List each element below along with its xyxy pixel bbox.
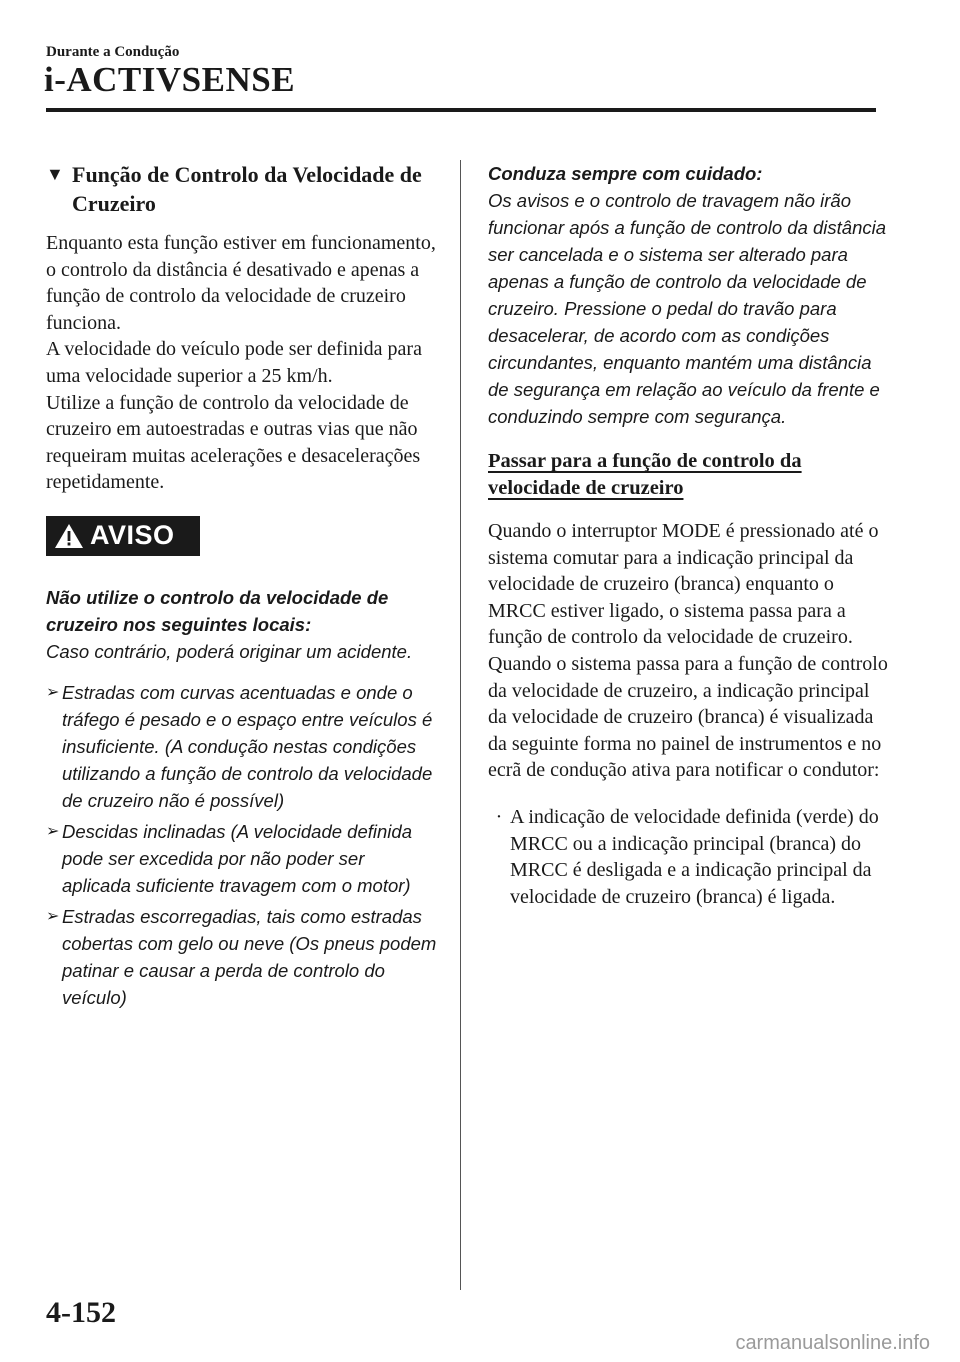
warning-text: Caso contrário, poderá originar um acidente. (46, 640, 413, 662)
caution-title: Conduza sempre com cuidado: (488, 163, 763, 184)
paragraph: Quando o interruptor MODE é pressionado até o sistema comutar para a indicação principal da velocidade de cruzeiro (branca) enquanto o MRCC estiver ligado, o sistema passa para a função de controlo da velocidade de cruzeiro. (488, 520, 879, 649)
paragraph: Quando o sistema passa para a função de controlo da velocidade de cruzeiro, a indicação principal da velocidade de cruzeiro (branca) é visualizada da seguinte forma no painel de instrumentos e no ecrã de condução ativa para notificar o condutor: (488, 652, 888, 782)
list-item-text: Estradas com curvas acentuadas e onde o tráfego é pesado e o espaço entre veículos é insuficiente. (A condução nestas condições utilizando a função de controlo da velocidade de cruzeiro não é possível) (62, 681, 433, 811)
bullet-dot-icon: · (495, 805, 503, 828)
warning-label: AVISO (90, 520, 175, 551)
caution-text: Os avisos e o controlo de travagem não irão funcionar após a função de controlo da distância ser cancelada e o sistema ser alterado para apenas a função de controlo da velocidade de cruzeiro. Pressione o pedal do travão para desacelerar, de acordo com as condições circundantes, enquanto mantém uma distância de segurança em relação ao veículo da frente e conduzindo sempre com segurança. (488, 190, 887, 427)
header-rule (46, 108, 876, 112)
paragraph: A velocidade do veículo pode ser definida para uma velocidade superior a 25 km/h. (46, 338, 422, 387)
bullet-list (488, 804, 888, 910)
list-item (46, 679, 438, 814)
list-item (46, 903, 438, 1011)
list-item-text: A indicação de velocidade definida (verde) do MRCC ou a indicação principal (branca) do MRCC é desligada e a indicação principal da velocidade de cruzeiro (branca) é ligada. (510, 805, 879, 908)
section-label: Durante a Condução (46, 44, 180, 60)
warning-list (46, 679, 438, 1011)
arrow-right-icon: ➢ (46, 683, 60, 701)
section-heading-text: Função de Controlo da Velocidade de Cruzeiro (72, 162, 422, 216)
sub-heading (488, 448, 888, 502)
paragraph: Enquanto esta função estiver em funcionamento, o controlo da distância é desativado e apenas a função de controlo da velocidade de cruzeiro funciona. (46, 232, 436, 334)
warning-triangle-icon (54, 522, 84, 550)
arrow-right-icon: ➢ (46, 907, 60, 925)
list-item (46, 818, 438, 899)
list-item-text: Estradas escorregadias, tais como estradas cobertas com gelo ou neve (Os pneus podem patinar e causar a perda de controlo do veículo) (62, 905, 437, 1008)
list-item-text: Descidas inclinadas (A velocidade definida pode ser excedida por não poder ser aplicada suficiente travagem com o motor) (62, 820, 412, 896)
triangle-down-icon: ▼ (46, 164, 64, 184)
warning-badge (46, 516, 200, 556)
left-column (46, 160, 438, 1011)
watermark: carmanualsonline.info (735, 1332, 930, 1354)
arrow-right-icon: ➢ (46, 822, 60, 840)
page-title: i-ACTIVSENSE (44, 60, 296, 99)
right-column (488, 160, 888, 910)
column-divider (460, 160, 461, 1290)
paragraph: Utilize a função de controlo da velocidade de cruzeiro em autoestradas e outras vias que não requeiram muitas acelerações e desacelerações repetidamente. (46, 391, 421, 494)
sub-heading-text: Passar para a função de controlo da velocidade de cruzeiro (488, 450, 802, 499)
warning-title: Não utilize o controlo da velocidade de cruzeiro nos seguintes locais: (46, 586, 389, 635)
list-item (488, 804, 888, 910)
section-heading (46, 160, 438, 218)
page-number: 4-152 (46, 1296, 116, 1329)
